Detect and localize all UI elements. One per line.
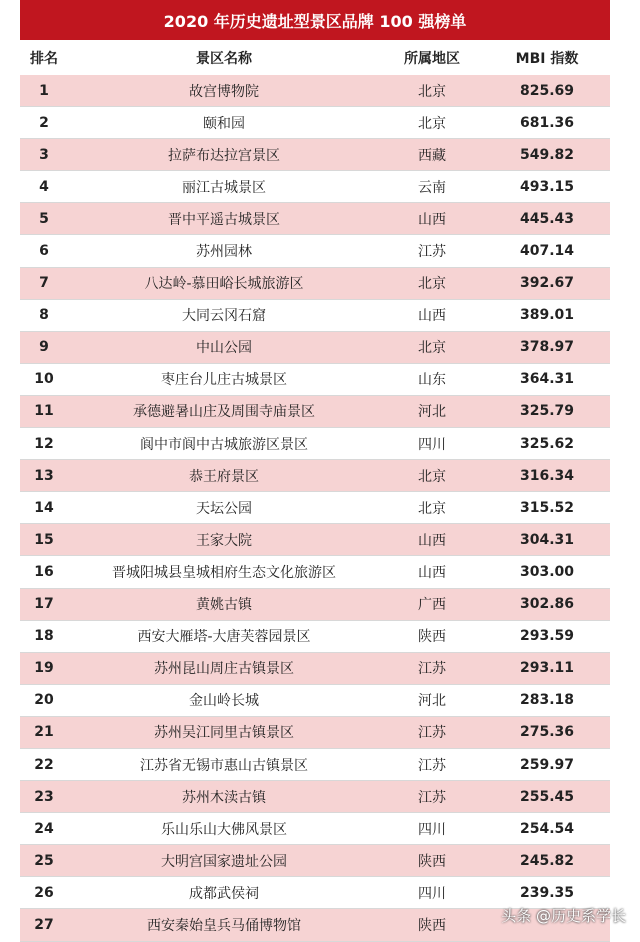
cell-region: 江苏 (418, 661, 446, 678)
cell-name: 苏州木渎古镇 (182, 789, 266, 806)
table-row (20, 203, 610, 235)
cell-name: 江苏省无锡市惠山古镇景区 (140, 757, 308, 774)
cell-region: 陕西 (418, 853, 446, 870)
table-row (20, 813, 610, 845)
cell-name: 故宫博物院 (189, 83, 259, 100)
table-row (20, 396, 610, 428)
cell-name: 苏州吴江同里古镇景区 (154, 725, 294, 742)
cell-name: 金山岭长城 (189, 693, 259, 710)
cell-name: 恭王府景区 (189, 468, 259, 485)
table-row (20, 171, 610, 203)
table-row (20, 621, 610, 653)
cell-rank: 23 (34, 788, 54, 805)
cell-region: 山东 (418, 372, 446, 389)
cell-mbi: 315.52 (519, 499, 575, 516)
cell-name: 西安大雁塔-大唐芙蓉园景区 (137, 629, 311, 646)
cell-rank: 14 (34, 499, 54, 516)
table-row (20, 428, 610, 460)
cell-name: 承德避暑山庄及周围寺庙景区 (133, 404, 315, 421)
cell-name: 中山公园 (196, 340, 252, 357)
cell-region: 江苏 (418, 757, 446, 774)
table-row (20, 556, 610, 588)
cell-region: 江苏 (418, 244, 446, 261)
cell-region: 山西 (418, 211, 446, 228)
cell-region: 北京 (418, 115, 446, 132)
cell-mbi: 493.15 (519, 178, 575, 195)
cell-rank: 2 (39, 114, 49, 131)
cell-mbi: 407.14 (519, 243, 575, 260)
table-row (20, 749, 610, 781)
table-row (20, 268, 610, 300)
table-row (20, 685, 610, 717)
table-row (20, 107, 610, 139)
cell-name: 乐山乐山大佛风景区 (161, 821, 287, 838)
header-rank: 排名 (30, 51, 58, 67)
cell-mbi: 325.62 (519, 435, 575, 452)
cell-region: 陕西 (418, 917, 446, 934)
cell-region: 北京 (418, 276, 446, 293)
cell-mbi: 392.67 (519, 275, 575, 292)
table-row (20, 717, 610, 749)
table-row (20, 235, 610, 267)
cell-region: 西藏 (418, 147, 446, 164)
table-title: 2020 年历史遗址型景区品牌 100 强榜单 (20, 0, 610, 40)
cell-mbi: 389.01 (519, 307, 575, 324)
header-mbi: MBI 指数 (515, 51, 579, 67)
cell-mbi: 316.34 (519, 467, 575, 484)
table-row (20, 300, 610, 332)
cell-name: 西安秦始皇兵马俑博物馆 (147, 917, 301, 934)
cell-region: 北京 (418, 500, 446, 517)
cell-region: 江苏 (418, 725, 446, 742)
table-header (20, 41, 610, 76)
table-row (20, 845, 610, 877)
cell-name: 黄姚古镇 (196, 597, 252, 614)
cell-rank: 4 (39, 178, 49, 195)
cell-mbi: 275.36 (519, 724, 575, 741)
cell-region: 陕西 (418, 629, 446, 646)
cell-mbi: 825.69 (519, 82, 575, 99)
table-row (20, 75, 610, 107)
cell-mbi: 259.97 (519, 756, 575, 773)
table-row (20, 589, 610, 621)
cell-rank: 10 (34, 371, 54, 388)
cell-mbi: 293.11 (519, 660, 575, 677)
cell-name: 丽江古城景区 (182, 179, 266, 196)
cell-name: 苏州昆山周庄古镇景区 (154, 661, 294, 678)
cell-mbi: 304.31 (519, 531, 575, 548)
cell-rank: 18 (34, 628, 54, 645)
cell-rank: 3 (39, 146, 49, 163)
cell-region: 广西 (418, 597, 446, 614)
cell-mbi: 293.59 (519, 628, 575, 645)
cell-mbi: 445.43 (519, 210, 575, 227)
cell-rank: 15 (34, 531, 54, 548)
table-row (20, 653, 610, 685)
cell-rank: 19 (34, 660, 54, 677)
cell-rank: 5 (39, 210, 49, 227)
cell-mbi: 239.35 (519, 884, 575, 901)
cell-rank: 21 (34, 724, 54, 741)
cell-name: 大明宫国家遗址公园 (161, 853, 287, 870)
cell-region: 河北 (418, 404, 446, 421)
cell-mbi: 325.79 (519, 403, 575, 420)
cell-name: 成都武侯祠 (189, 885, 259, 902)
cell-name: 苏州园林 (196, 244, 252, 261)
cell-rank: 22 (34, 756, 54, 773)
table-row (20, 139, 610, 171)
cell-region: 四川 (418, 821, 446, 838)
cell-mbi: 378.97 (519, 339, 575, 356)
cell-mbi: 364.31 (519, 371, 575, 388)
cell-name: 枣庄台儿庄古城景区 (161, 372, 287, 389)
cell-region: 四川 (418, 436, 446, 453)
cell-rank: 11 (34, 403, 54, 420)
cell-region: 江苏 (418, 789, 446, 806)
cell-rank: 16 (34, 563, 54, 580)
cell-mbi: 255.45 (519, 788, 575, 805)
cell-rank: 6 (39, 243, 49, 260)
cell-region: 北京 (418, 468, 446, 485)
cell-rank: 1 (39, 82, 49, 99)
cell-rank: 12 (34, 435, 54, 452)
cell-name: 八达岭-慕田峪长城旅游区 (144, 276, 304, 293)
cell-mbi: 302.86 (519, 596, 575, 613)
cell-region: 北京 (418, 340, 446, 357)
header-region: 所属地区 (404, 51, 460, 67)
cell-rank: 8 (39, 307, 49, 324)
cell-region: 四川 (418, 885, 446, 902)
cell-rank: 13 (34, 467, 54, 484)
watermark: 头条 @历史系学长 (501, 907, 626, 925)
cell-rank: 25 (34, 852, 54, 869)
table-body (20, 75, 610, 942)
table-row (20, 781, 610, 813)
cell-mbi: 283.18 (519, 692, 575, 709)
cell-region: 山西 (418, 564, 446, 581)
table-row (20, 332, 610, 364)
table-row (20, 524, 610, 556)
cell-region: 河北 (418, 693, 446, 710)
cell-region: 云南 (418, 179, 446, 196)
cell-mbi: 245.82 (519, 852, 575, 869)
cell-mbi: 681.36 (519, 114, 575, 131)
table-row (20, 460, 610, 492)
cell-region: 山西 (418, 308, 446, 325)
cell-rank: 20 (34, 692, 54, 709)
cell-name: 晋城阳城县皇城相府生态文化旅游区 (112, 564, 336, 581)
cell-name: 拉萨布达拉宫景区 (168, 147, 280, 164)
cell-rank: 26 (34, 884, 54, 901)
cell-region: 北京 (418, 83, 446, 100)
cell-name: 阆中市阆中古城旅游区景区 (140, 436, 308, 453)
cell-rank: 9 (39, 339, 49, 356)
cell-name: 大同云冈石窟 (182, 308, 266, 325)
cell-mbi: 254.54 (519, 820, 575, 837)
cell-mbi: 303.00 (519, 563, 575, 580)
table-row (20, 492, 610, 524)
cell-rank: 7 (39, 275, 49, 292)
cell-name: 颐和园 (203, 115, 245, 132)
cell-name: 王家大院 (196, 532, 252, 549)
cell-rank: 24 (34, 820, 54, 837)
table-row (20, 364, 610, 396)
header-name: 景区名称 (196, 51, 252, 67)
cell-mbi: 549.82 (519, 146, 575, 163)
cell-rank: 27 (34, 916, 54, 933)
cell-rank: 17 (34, 596, 54, 613)
cell-name: 天坛公园 (196, 500, 252, 517)
cell-name: 晋中平遥古城景区 (168, 211, 280, 228)
cell-region: 山西 (418, 532, 446, 549)
